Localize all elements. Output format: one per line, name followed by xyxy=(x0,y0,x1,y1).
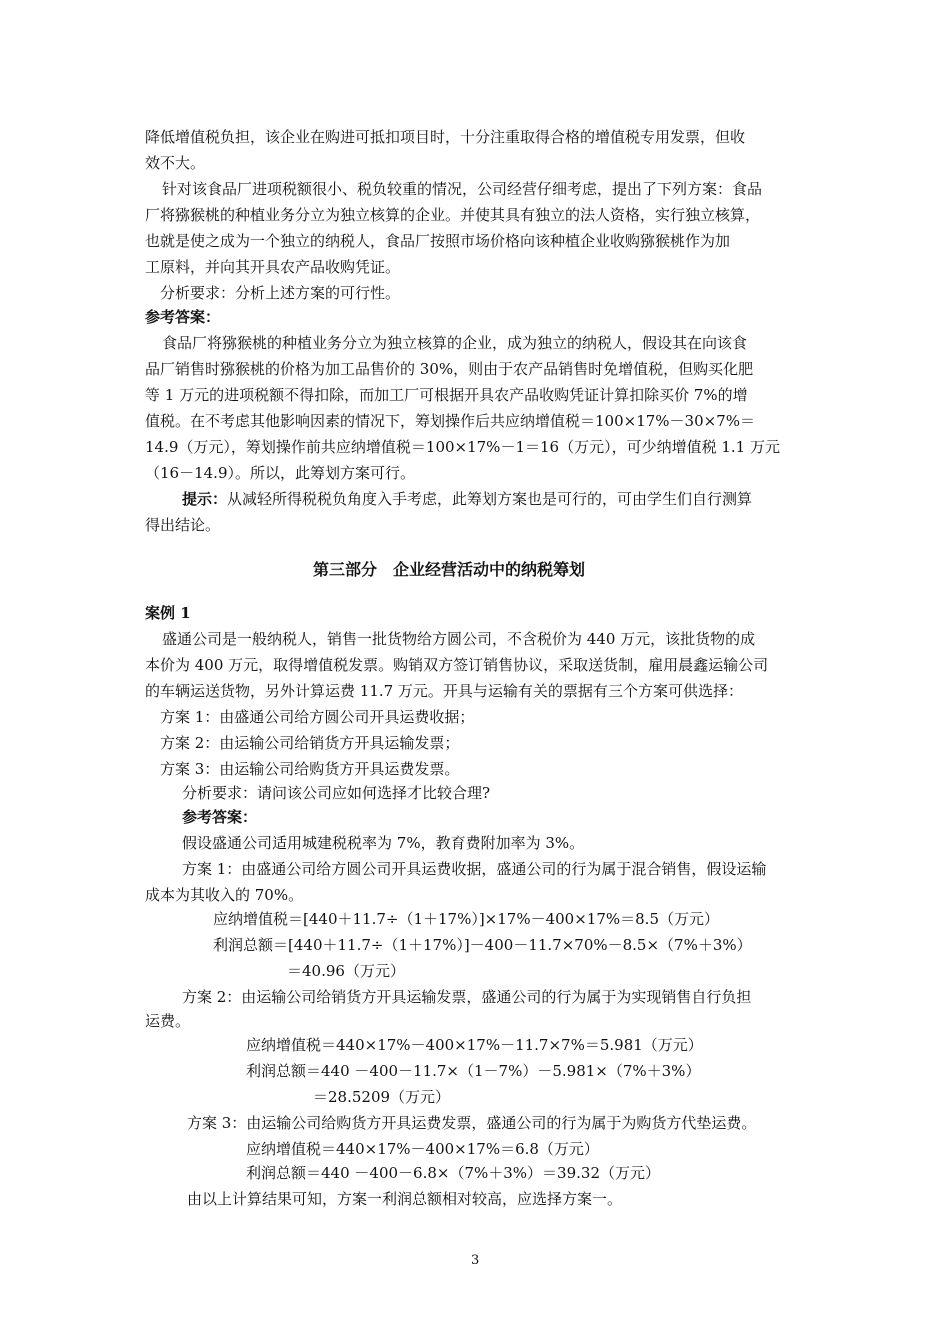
plan-option: 方案 3：由运输公司给购货方开具运费发票。 xyxy=(160,760,460,778)
formula-line: 利润总额＝440 －400－6.8×（7%＋3%）＝39.32（万元） xyxy=(246,1164,660,1182)
analysis-requirement: 分析要求：请问该公司应如何选择才比较合理? xyxy=(182,784,491,802)
formula-line: 应纳增值税＝440×17%－400×17%＝6.8（万元） xyxy=(246,1140,599,1158)
text-line: 方案 3：由运输公司给购货方开具运费发票，盛通公司的行为属于为购货方代垫运费。 xyxy=(187,1114,757,1132)
formula-line: 利润总额＝440 －400－11.7×（1－7%）－5.981×（7%＋3%） xyxy=(246,1062,701,1080)
analysis-requirement: 分析要求：分析上述方案的可行性。 xyxy=(160,284,401,302)
section-title: 第三部分 企业经营活动中的纳税筹划 xyxy=(313,560,586,579)
text-line: 成本为其收入的 70%。 xyxy=(145,886,304,904)
hint-line xyxy=(182,487,752,512)
text-line: 也就是使之成为一个独立的纳税人，食品厂按照市场价格向该种植企业收购猕猴桃作为加 xyxy=(145,232,731,250)
text-line: 降低增值税负担，该企业在购进可抵扣项目时，十分注重取得合格的增值税专用发票，但收 xyxy=(145,128,746,146)
text-line: 品厂销售时猕猴桃的价格为加工品售价的 30%，则由于农产品销售时免增值税，但购买化肥 xyxy=(145,360,754,378)
text-line: 等 1 万元的进项税额不得扣除，而加工厂可根据开具农产品收购凭证计算扣除买价 7%的增 xyxy=(145,386,748,404)
formula-line: ＝40.96（万元） xyxy=(287,962,405,980)
text-line: 假设盛通公司适用城建税税率为 7%，教育费附加率为 3%。 xyxy=(182,834,585,852)
page-number: 3 xyxy=(471,1253,480,1268)
text-line: 厂将猕猴桃的种植业务分立为独立核算的企业。并使其具有独立的法人资格，实行独立核算， xyxy=(145,206,761,224)
text-line: 工原料，并向其开具农产品收购凭证。 xyxy=(145,258,401,276)
reference-answer-heading: 参考答案： xyxy=(182,808,258,826)
formula-line: 应纳增值税＝[440＋11.7÷（1＋17%）]×17%－400×17%＝8.5（万元） xyxy=(213,910,719,928)
plan-option: 方案 2：由运输公司给销货方开具运输发票； xyxy=(160,734,460,752)
text-line: 的车辆运送货物，另外计算运费 11.7 万元。开具与运输有关的票据有三个方案可供选择： xyxy=(145,682,743,700)
text-line: 针对该食品厂进项税额很小、税负较重的情况，公司经营仔细考虑，提出了下列方案：食品 xyxy=(162,180,763,198)
plan-option: 方案 1：由盛通公司给方圆公司开具运费收据； xyxy=(160,708,475,726)
hint-text: 从减轻所得税税负角度入手考虑，此筹划方案也是可行的，可由学生们自行测算 xyxy=(227,490,753,508)
hint-label: 提示： xyxy=(182,490,228,508)
formula-line: ＝28.5209（万元） xyxy=(313,1088,451,1106)
text-line: 本价为 400 万元，取得增值税发票。购销双方签订销售协议，采取送货制，雇用晨鑫运输公司 xyxy=(145,656,769,674)
formula-line: 利润总额＝[440＋11.7÷（1＋17%）]－400－11.7×70%－8.5×（7%＋3%） xyxy=(213,936,752,954)
reference-answer-heading: 参考答案： xyxy=(145,308,221,326)
text-line: 值税。在不考虑其他影响因素的情况下，筹划操作后共应纳增值税＝100×17%－30×7%＝ xyxy=(145,412,755,430)
text-line: 盛通公司是一般纳税人，销售一批货物给方圆公司，不含税价为 440 万元，该批货物的成 xyxy=(162,630,756,648)
text-line: 14.9（万元），筹划操作前共应纳增值税＝100×17%－1＝16（万元），可少纳增值税 1.1 万元 xyxy=(145,438,780,456)
formula-line: 应纳增值税＝440×17%－400×17%－11.7×7%＝5.981（万元） xyxy=(246,1036,703,1054)
text-line: 食品厂将猕猴桃的种植业务分立为独立核算的企业，成为独立的纳税人，假设其在向该食 xyxy=(162,334,748,352)
text-line: （16－14.9）。所以，此筹划方案可行。 xyxy=(145,464,415,482)
case-heading: 案例 1 xyxy=(145,604,191,622)
text-line: 效不大。 xyxy=(145,154,206,172)
text-line: 方案 1：由盛通公司给方圆公司开具运费收据，盛通公司的行为属于混合销售，假设运输 xyxy=(182,860,767,878)
text-line: 运费。 xyxy=(145,1012,191,1030)
text-line: 方案 2：由运输公司给销货方开具运输发票，盛通公司的行为属于为实现销售自行负担 xyxy=(182,988,752,1006)
conclusion-line: 由以上计算结果可知，方案一利润总额相对较高，应选择方案一。 xyxy=(187,1190,623,1208)
text-line: 得出结论。 xyxy=(145,516,221,534)
